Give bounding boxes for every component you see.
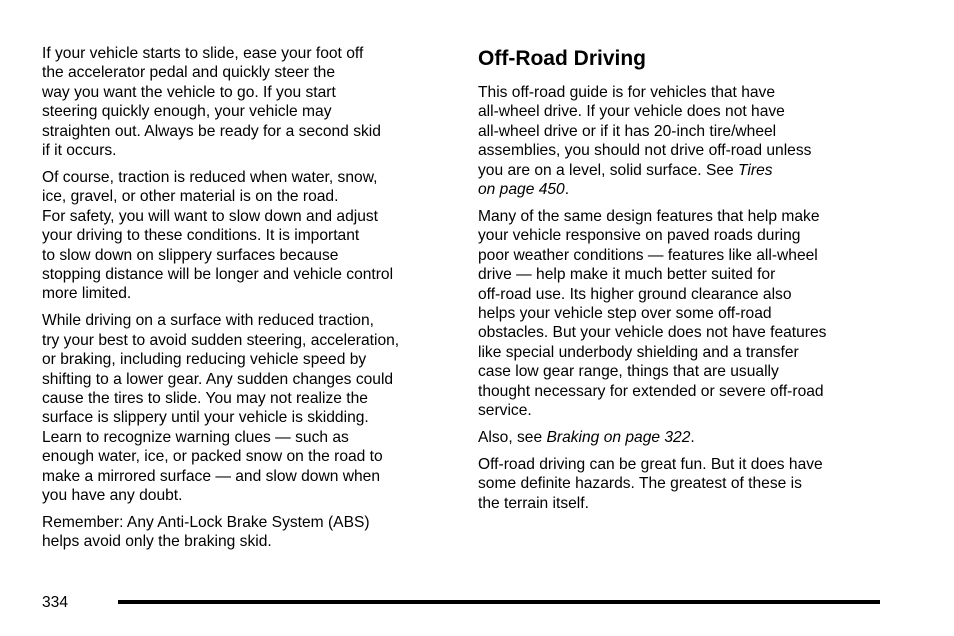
paragraph-slide-recovery bbox=[42, 44, 454, 160]
text-segment: Also, see bbox=[478, 428, 547, 446]
text-line: helps avoid only the braking skid. bbox=[42, 533, 272, 551]
text-line: thought necessary for extended or severe off-road bbox=[478, 382, 824, 400]
text-line: try your best to avoid sudden steering, acceleration, bbox=[42, 331, 400, 349]
text-line: your driving to these conditions. It is important bbox=[42, 227, 360, 245]
text-line: Of course, traction is reduced when water, snow, bbox=[42, 168, 378, 186]
text-line: enough water, ice, or packed snow on the road to bbox=[42, 448, 383, 466]
text-line: way you want the vehicle to go. If you start bbox=[42, 83, 336, 101]
paragraph-avoid-sudden-changes bbox=[42, 311, 454, 505]
text-line: all-wheel drive. If your vehicle does not have bbox=[478, 103, 785, 121]
section-heading: Off-Road Driving bbox=[478, 47, 646, 70]
text-line: poor weather conditions — features like all-wheel bbox=[478, 246, 818, 264]
paragraph-reduced-traction bbox=[42, 168, 454, 304]
text-segment: . bbox=[564, 181, 570, 199]
text-line: If your vehicle starts to slide, ease your foot off bbox=[42, 45, 364, 62]
text-line: more limited. bbox=[42, 285, 132, 303]
tires-page-reference-link[interactable]: on page 450 bbox=[478, 181, 565, 199]
text-line bbox=[478, 180, 888, 199]
paragraph-hazards bbox=[478, 455, 888, 513]
text-line: stopping distance will be longer and vehicle control bbox=[42, 265, 394, 283]
text-line: the accelerator pedal and quickly steer the bbox=[42, 64, 335, 82]
left-column bbox=[42, 44, 454, 559]
text-line: ice, gravel, or other material is on the road. bbox=[42, 188, 339, 206]
text-line: assemblies, you should not drive off-road unless bbox=[478, 142, 812, 160]
text-line: the terrain itself. bbox=[478, 494, 589, 512]
braking-reference-link[interactable]: Braking on page 322 bbox=[546, 428, 691, 446]
text-segment: . bbox=[690, 428, 695, 446]
paragraph-off-road-guide bbox=[478, 83, 888, 199]
text-line: steering quickly enough, your vehicle may bbox=[42, 103, 332, 121]
text-line: your vehicle responsive on paved roads during bbox=[478, 227, 801, 245]
text-line: While driving on a surface with reduced traction, bbox=[42, 312, 374, 330]
text-segment: you are on a level, solid surface. See bbox=[478, 161, 739, 179]
text-line: drive — help make it much better suited for bbox=[478, 266, 776, 284]
paragraph-design-features bbox=[478, 207, 888, 420]
paragraph-abs-reminder bbox=[42, 513, 454, 552]
text-line: you have any doubt. bbox=[42, 486, 183, 504]
text-line: all-wheel drive or if it has 20-inch tire/wheel bbox=[478, 122, 777, 140]
text-line: off-road use. Its higher ground clearance also bbox=[478, 285, 792, 303]
text-line: straighten out. Always be ready for a second skid bbox=[42, 122, 381, 140]
text-line: Learn to recognize warning clues — such as bbox=[42, 428, 349, 446]
text-line: service. bbox=[478, 402, 532, 419]
text-line: surface is slippery until your vehicle is skidding. bbox=[42, 409, 369, 427]
right-column bbox=[478, 44, 888, 521]
text-line: Remember: Any Anti-Lock Brake System (ABS) bbox=[42, 513, 370, 531]
text-line: obstacles. But your vehicle does not have features bbox=[478, 324, 827, 342]
page-number: 334 bbox=[42, 594, 69, 611]
text-line: to slow down on slippery surfaces because bbox=[42, 246, 339, 264]
text-line bbox=[478, 161, 888, 180]
text-line bbox=[478, 428, 888, 447]
footer-rule bbox=[118, 600, 880, 604]
text-line: Off-road driving can be great fun. But it does have bbox=[478, 455, 823, 473]
tires-reference-link[interactable]: Tires bbox=[738, 161, 773, 179]
paragraph-also-see bbox=[478, 428, 888, 447]
text-line: or braking, including reducing vehicle speed by bbox=[42, 351, 367, 369]
text-line: helps your vehicle step over some off-road bbox=[478, 304, 772, 322]
text-line: if it occurs. bbox=[42, 142, 117, 160]
text-line: shifting to a lower gear. Any sudden changes could bbox=[42, 370, 394, 388]
text-line: cause the tires to slide. You may not realize the bbox=[42, 389, 368, 407]
text-line: This off-road guide is for vehicles that have bbox=[478, 84, 776, 101]
text-line: Many of the same design features that help make bbox=[478, 207, 820, 225]
text-line: some definite hazards. The greatest of these is bbox=[478, 475, 802, 493]
text-line: case low gear range, things that are usually bbox=[478, 363, 779, 381]
text-line: like special underbody shielding and a transfer bbox=[478, 343, 799, 361]
text-line: For safety, you will want to slow down and adjust bbox=[42, 207, 379, 225]
text-line: make a mirrored surface — and slow down when bbox=[42, 467, 381, 485]
